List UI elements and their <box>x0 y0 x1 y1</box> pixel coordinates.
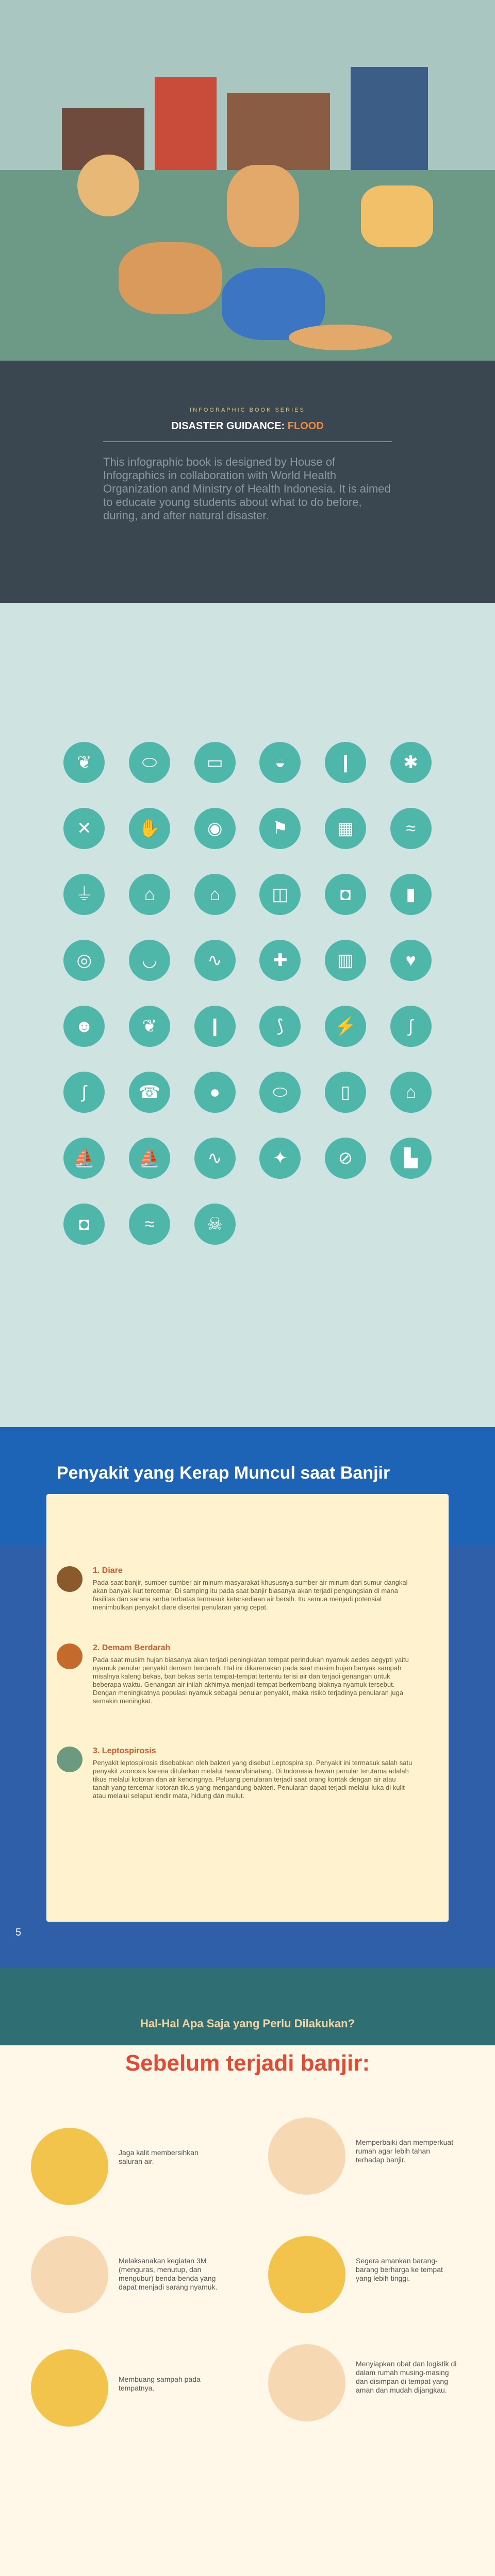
3m-illustration <box>31 2236 108 2313</box>
diseases-section <box>0 1427 495 1968</box>
temperature-icon: ❙ <box>194 1006 236 1047</box>
title-accent: FLOOD <box>287 420 324 432</box>
sea-icon: ≈ <box>390 808 432 849</box>
plug-icon: ⏚ <box>63 874 105 915</box>
snake-icon: ∿ <box>194 940 236 981</box>
house-icon: ⌂ <box>129 874 170 915</box>
house-repair-illustration <box>268 2117 345 2195</box>
lifebuoy-icon: ◎ <box>63 940 105 981</box>
mosquito-icon: ✕ <box>63 808 105 849</box>
prevention-section <box>0 1968 495 2576</box>
prevention-item: Melaksanakan kegiatan 3M (menguras, menutup, dan mengubur) benda-benda yang dapat menjadi sarang nyamuk. <box>119 2257 218 2291</box>
person-illustration <box>77 155 139 216</box>
prevention-item: Menyiapkan obat dan logistik di dalam rumah musing-masing dan disimpan di tempat yang aman dan mudah dijangkau. <box>356 2360 457 2394</box>
no-rat-icon: ⊘ <box>325 1138 366 1179</box>
flag-icon: ⚑ <box>259 808 301 849</box>
sanitizer-icon: ▮ <box>390 874 432 915</box>
mosquito-net-icon: ▦ <box>325 808 366 849</box>
bowl-icon: ◡ <box>129 940 170 981</box>
prevention-item: Segera amankan barang-barang berharga ke tempat yang lebih tinggi. <box>356 2257 443 2282</box>
bottle-icon: ▯ <box>325 1072 366 1113</box>
clean-drain-illustration <box>31 2128 108 2205</box>
disease-text: Pada saat musim hujan biasanya akan terjadi peningkatan tempat perindukan nyamuk aedes aegypti yaitu nyamuk penular penyakit demam berdarah. Hal ini dikarenakan pada saat musim hujan banyak sampah misalnya kaleng bekas, ban bekas serta tempat-tempat tertentu terisi air dan terjadi genangan untuk beberapa waktu. Genangan air inilah akhirnya menjadi tempat berkembang biaknya nyamuk tersebut. Dengan meningkatnya populasi nyamuk sebagai penular penyakit, maka risiko terjadinya penularan juga semakin meningkat. <box>93 1656 409 1705</box>
medicine-illustration <box>268 2344 345 2421</box>
prevention-item: Memperbaiki dan memperkuat rumah agar lebih tahan terhadap banjir. <box>356 2138 454 2164</box>
disease-title: 1. Diare <box>93 1566 123 1575</box>
flood-house-icon: ⌂ <box>194 874 236 915</box>
prevention-item: Jaga kalit membersihkan saluran air. <box>119 2148 199 2165</box>
hero-illustration <box>0 0 495 361</box>
fan-icon: ✱ <box>390 742 432 783</box>
lifebuoy-illustration <box>289 325 392 350</box>
disease-title: 2. Demam Berdarah <box>93 1643 171 1652</box>
person-illustration <box>119 242 222 314</box>
pill-icon: ⬭ <box>129 742 170 783</box>
bucket-2-icon: ◘ <box>63 1204 105 1245</box>
strawberry-icon: ♥ <box>390 940 432 981</box>
intro-section <box>0 361 495 603</box>
car-illustration <box>361 185 433 247</box>
lungs-2-icon: ❦ <box>129 1006 170 1047</box>
paper-panel <box>46 1494 449 1922</box>
hands-icon: ✋ <box>129 808 170 849</box>
section-title: Penyakit yang Kerap Muncul saat Banjir <box>57 1463 390 1483</box>
icon-grid-section <box>0 603 495 1427</box>
prevention-heading: Sebelum terjadi banjir: <box>125 2050 370 2076</box>
trash-illustration <box>31 2349 108 2427</box>
page-number: 5 <box>15 1927 22 1938</box>
series-subtitle: INFOGRAPHIC BOOK SERIES <box>190 407 305 413</box>
eye-icon: ◉ <box>194 808 236 849</box>
tooth-icon: ◒ <box>259 742 301 783</box>
disease-item <box>93 1566 412 1612</box>
people-icon: ☻ <box>63 1006 105 1047</box>
water-drop-icon: ● <box>194 1072 236 1113</box>
lightning-icon: ⚡ <box>325 1006 366 1047</box>
pill-2-icon: ⬭ <box>259 1072 301 1113</box>
poop-icon <box>57 1566 82 1592</box>
disease-item <box>93 1747 412 1800</box>
rat-icon: ✦ <box>259 1138 301 1179</box>
boot-icon: ▙ <box>390 1138 432 1179</box>
building <box>227 93 330 170</box>
first-aid-icon: ✚ <box>259 940 301 981</box>
rope-icon: ⟆ <box>259 1006 301 1047</box>
building-flood-icon: ▥ <box>325 940 366 981</box>
snake-2-icon: ∿ <box>194 1138 236 1179</box>
intro-paragraph: This infographic book is designed by House of Infographics in collaboration with World Health Organization and Ministry of Health Indonesia. It is aimed to educate young students about what to do before, during, and after natural disaster. <box>103 455 391 522</box>
disease-item <box>93 1643 412 1705</box>
rat-icon <box>57 1747 82 1772</box>
building <box>351 67 428 170</box>
disease-text: Penyakit leptospirosis disebabkan oleh bakteri yang disebut Leptospira sp. Penyakit ini termasuk salah satu penyakit zoonosis karena ditularkan melalui hewan/binatang. Di Indonesia hewan penular terutama adalah tikus melalui kotoran dan air kencingnya. Peluang penularan terjadi saat orang kontak dengan air atau tanah yang tercemar kotoran tikus yang mengandung bakteri. Penularan dapat terjadi melalui luka di kulit atau melalui selaput lendir mata, hidung dan mulut. <box>93 1759 412 1800</box>
person-illustration <box>227 165 299 247</box>
worm-icon: ∫ <box>390 1006 432 1047</box>
lungs-icon: ❦ <box>63 742 105 783</box>
skull-icon: ☠ <box>194 1204 236 1245</box>
worm-2-icon: ∫ <box>63 1072 105 1113</box>
phone-icon: ☎ <box>129 1072 170 1113</box>
shelter-icon: ⌂ <box>390 1072 432 1113</box>
prevention-item: Membuang sampah pada tempatnya. <box>119 2375 201 2392</box>
guide-title <box>103 420 392 432</box>
disease-title: 3. Leptospirosis <box>93 1747 156 1755</box>
thermometer-icon: ❙ <box>325 742 366 783</box>
drums-icon: ◫ <box>259 874 301 915</box>
valuables-illustration <box>268 2236 345 2313</box>
prevention-question: Hal-Hal Apa Saja yang Perlu Dilakukan? <box>140 2017 355 2030</box>
patient-bed-icon: ▭ <box>194 742 236 783</box>
bucket-icon: ◘ <box>325 874 366 915</box>
building <box>155 77 217 170</box>
boat-2-icon: ⛵ <box>129 1138 170 1179</box>
disease-text: Pada saat banjir, sumber-sumber air minum masyarakat khususnya sumber air minum dari sumur dangkal akan banyak ikut tercemar. Di samping itu pada saat banjir biasanya akan terjadi pengungsian di mana fasilitas dan sarana serba terbatas termasuk ketersediaan air bersih. Itu semua menjadi potensial menimbulkan penyakit diare disertai penularan yang cepat. <box>93 1579 408 1611</box>
icon-grid <box>52 742 443 1245</box>
mosquito-icon <box>57 1643 82 1669</box>
title-left: DISASTER GUIDANCE: <box>171 420 285 432</box>
waves-icon: ≈ <box>129 1204 170 1245</box>
boat-icon: ⛵ <box>63 1138 105 1179</box>
